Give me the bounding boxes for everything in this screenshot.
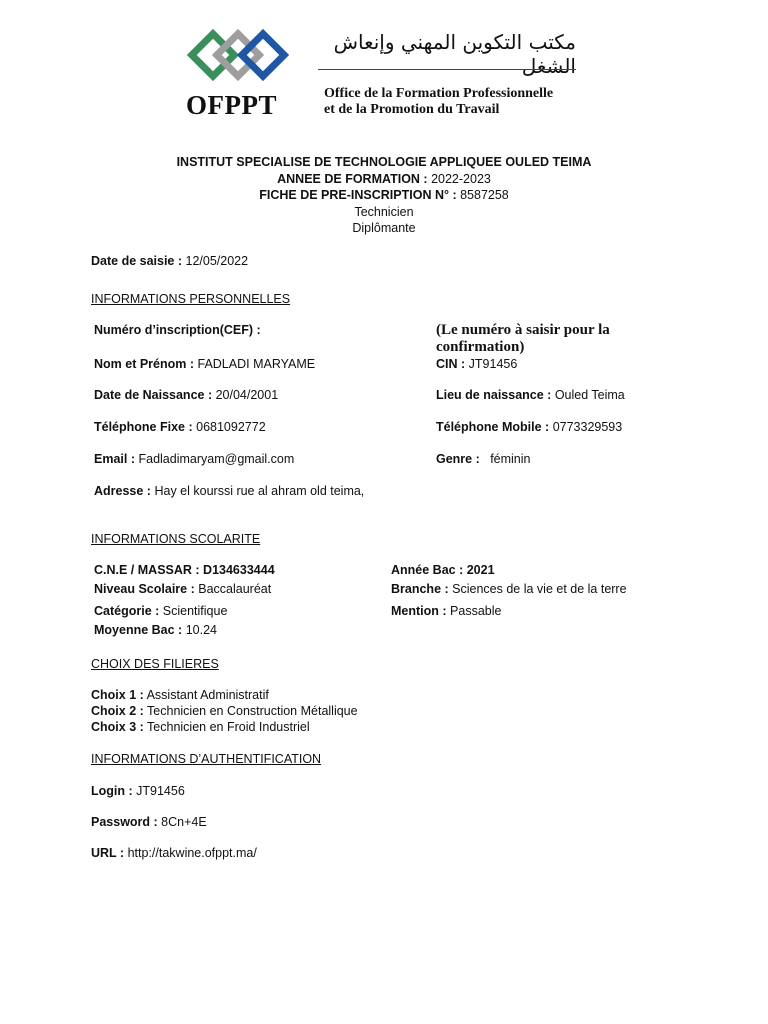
moyenne-bac: Moyenne Bac : 10.24 [94, 623, 217, 637]
mention: Mention : Passable [391, 604, 502, 618]
telephone-mobile: Téléphone Mobile : 0773329593 [436, 420, 623, 434]
categorie: Catégorie : Scientifique [94, 604, 228, 618]
branche: Branche : Sciences de la vie et de la terre [391, 582, 627, 596]
cef-label: Numéro d’inscription(CEF) : [94, 323, 261, 337]
genre: Genre : féminin [436, 452, 531, 466]
choix-1: Choix 1 : Assistant Administratif [91, 688, 269, 702]
telephone-fixe: Téléphone Fixe : 0681092772 [94, 420, 266, 434]
annee-bac: Année Bac : 2021 [391, 563, 495, 577]
ofppt-logo-icon [186, 28, 290, 86]
adresse: Adresse : Hay el kourssi rue al ahram old teima, [94, 484, 365, 498]
password: Password : 8Cn+4E [91, 815, 207, 829]
office-name [324, 86, 553, 118]
cin: CIN : JT91456 [436, 357, 518, 371]
url-link[interactable]: http://takwine.ofppt.ma/ [127, 846, 257, 860]
login: Login : JT91456 [91, 784, 185, 798]
section-filieres-heading: CHOIX DES FILIERES [91, 657, 219, 671]
date-naissance: Date de Naissance : 20/04/2001 [94, 388, 279, 402]
institute-name: INSTITUT SPECIALISE DE TECHNOLOGIE APPLIQUEE OULED TEIMA [176, 155, 592, 169]
section-auth-heading: INFORMATIONS D’AUTHENTIFICATION [91, 752, 322, 766]
header-divider [318, 69, 576, 70]
choix-3: Choix 3 : Technicien en Froid Industriel [91, 720, 310, 734]
email: Email : Fadladimaryam@gmail.com [94, 452, 295, 466]
fiche-number: FICHE DE PRE-INSCRIPTION N° : 8587258 [259, 188, 509, 202]
nom-prenom: Nom et Prénom : FADLADI MARYAME [94, 357, 316, 371]
choix-2: Choix 2 : Technicien en Construction Métallique [91, 704, 358, 718]
section-scolarite-heading: INFORMATIONS SCOLARITE [91, 532, 261, 546]
office-line-2: et de la Promotion du Travail [324, 102, 500, 117]
statut-formation: Diplômante [352, 221, 416, 235]
cef-note: (Le numéro à saisir pour la confirmation) [436, 322, 610, 355]
office-line-1: Office de la Formation Professionnelle [324, 86, 554, 101]
section-personal-heading: INFORMATIONS PERSONNELLES [91, 292, 291, 306]
annee-formation: ANNEE DE FORMATION : 2022-2023 [277, 172, 491, 186]
lieu-naissance: Lieu de naissance : Ouled Teima [436, 388, 625, 402]
ofppt-logo-text: OFPPT [186, 90, 277, 120]
arabic-title: مكتب التكوين المهني وإنعاش الشغل [333, 30, 576, 78]
url: URL : http://takwine.ofppt.ma/ [91, 846, 257, 860]
cne-massar: C.N.E / MASSAR : D134633444 [94, 563, 275, 577]
date-saisie: Date de saisie : 12/05/2022 [91, 254, 249, 268]
niveau-formation: Technicien [354, 205, 414, 219]
niveau-scolaire: Niveau Scolaire : Baccalauréat [94, 582, 272, 596]
